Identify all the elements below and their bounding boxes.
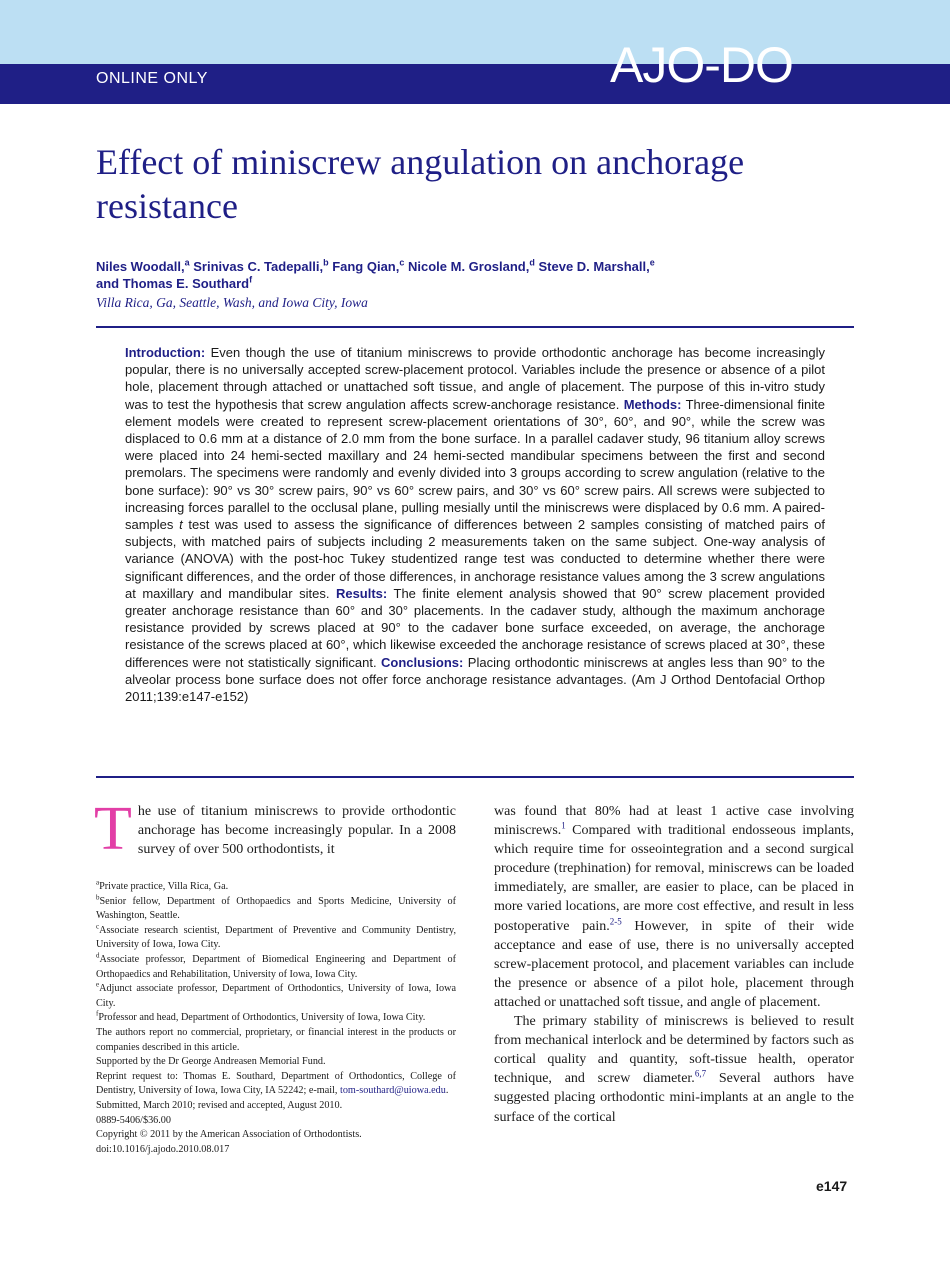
abstract-results-heading: Results: — [335, 585, 388, 601]
author: Niles Woodall, — [96, 259, 185, 274]
author-affiliation-mark: c — [399, 257, 405, 268]
author: Nicole M. Grosland, — [408, 259, 530, 274]
body-column-left — [94, 795, 456, 863]
author-list — [96, 259, 856, 292]
page-number: e147 — [816, 1178, 848, 1194]
footnote: $^e$Adjunct associate professor, Department of Orthodontics, University of Iowa, Iowa City. — [96, 980, 456, 1009]
footnote: $^f$Professor and head, Department of Orthodontics, University of Iowa, Iowa City. — [96, 1009, 426, 1024]
citation-link[interactable]: 2-5 — [609, 915, 622, 926]
footnote: $^d$Associate professor, Department of Biomedical Engineering and Department of Orthopaedics and Rehabilitation, University of Iowa, Iowa City. — [96, 951, 456, 980]
issn: 0889-5406/$36.00 — [96, 1114, 171, 1126]
citation-link[interactable]: 6,7 — [694, 1068, 707, 1079]
drop-cap: T — [94, 795, 132, 863]
affiliation-locations: Villa Rica, Ga, Seattle, Wash, and Iowa City, Iowa — [96, 295, 368, 310]
abstract-methods-continued: test was used to assess the significance of differences between 2 samples consisting of matched pairs of subjects, with matched pairs of subjects including 2 measurements taken on the same subject. One-way analysis of variance (ANOVA) with the post-hoc Tukey studentized range test was conducted to determine whether there were significant differences, and the order of those differences, in anchorage resistance values among the 3 screw angulations at maxillary and mandibular sites. — [125, 517, 825, 601]
header-top-band — [0, 0, 950, 64]
article-title: Effect of miniscrew angulation on anchorage resistance — [96, 142, 745, 226]
author: Fang Qian, — [332, 259, 400, 274]
footnote: $^b$Senior fellow, Department of Orthopaedics and Sports Medicine, University of Washington, Seattle. — [96, 893, 456, 922]
abstract-t-symbol: t — [179, 517, 183, 533]
footnotes — [96, 880, 456, 1157]
body-paragraph: The primary stability of miniscrews is believed to result from mechanical interlock and be determined by factors such as cortical quality and quantity, soft-tissue health, operator technique, and screw diameter.$^{6,7}$ Several authors have suggested placing orthodontic mini-implants at an angle to the surface of the cortical — [494, 1014, 855, 1125]
section-label: ONLINE ONLY — [96, 70, 208, 87]
author-affiliation-mark: a — [184, 257, 190, 268]
footnote: $^a$Private practice, Villa Rica, Ga. — [96, 878, 229, 892]
body-column-right — [494, 802, 854, 1127]
author: Srinivas C. Tadepalli, — [193, 259, 324, 274]
abstract-methods: Three-dimensional finite element models were created to represent screw-placement orientations of 30°, 60°, and 90°, while the screw was displaced to 0.6 mm at a distance of 2.0 mm from the bone surface. In a parallel cadaver study, 96 titanium alloy screws were placed into 24 hemi-sected maxillary and 24 hemi-sected mandibular specimens between the first and second premolars. The specimens were randomly and evenly divided into 3 groups according to screw angulation (relative to the bone surface): 90° vs 30° screw pairs, 90° vs 60° screw pairs, and 30° vs 60° screw pairs. All screws were subjected to increasing forces parallel to the occlusal plane, pulling mesially until the miniscrews were displaced by 0.6 mm. A paired-samples — [125, 396, 825, 533]
abstract-top-rule — [96, 326, 854, 328]
abstract-results: The finite element analysis showed that 90° screw placement provided greater anchorage resistance than 60° and 30° placements. In the cadaver study, although the maximum anchorage resistance provided by screws placed at 90° to the cadaver bone surface exceeded, on average, the anchorage resistance of the screws placed at 60°, which likewise exceeded the anchorage resistance of screws placed at 30°, these differences were not statistically significant. — [125, 585, 825, 670]
doi: doi:10.1016/j.ajodo.2010.08.017 — [96, 1143, 230, 1155]
body-paragraph: was found that 80% had at least 1 active case involving miniscrews.$^1$ Compared with traditional endosseous implants, which require time for osseointegration and a second surgical procedure (trephination) for removal, miniscrews can be loaded immediately, are smaller, are easier to place, can be placed in more varied locations, are more cost effective, and result in less postoperative pain.$^{2-5}$ However, in spite of their wide acceptance and ease of use, there is no universally accepted screw-placement protocol, and placement variables can include the presence or absence of a pilot hole, placement through attached or unattached soft tissue, and angle of placement. — [494, 804, 854, 1010]
reprint-email-link[interactable]: tom-southard@uiowa.edu — [339, 1085, 446, 1097]
author-affiliation-mark: d — [529, 257, 535, 268]
reprint-note: Reprint request to: Thomas E. Southard, Department of Orthodontics, College of Dentistry, University of Iowa, Iowa City, IA 52242; e-mail, tom-southard@uiowa.edu. — [96, 1070, 456, 1097]
disclosure-note: The authors report no commercial, proprietary, or financial interest in the products or companies described in this article. — [96, 1026, 456, 1053]
copyright-note: Copyright © 2011 by the American Association of Orthodontists. — [96, 1129, 362, 1141]
abstract-introduction-heading: Introduction: — [125, 345, 206, 360]
abstract-introduction: Even though the use of titanium miniscrews to provide orthodontic anchorage has become increasingly popular, there is no universally accepted screw-placement protocol. Variables include the presence or absence of a pilot hole, placement through attached or unattached soft tissue, and angle of placement. The purpose of this in-vitro study was to test the hypothesis that screw angulation affects screw-anchorage resistance. — [125, 345, 825, 412]
author-affiliation-mark: b — [323, 257, 329, 268]
abstract-conclusions: Placing orthodontic miniscrews at angles less than 90° to the alveolar process bone surface does not offer force anchorage resistance advantages. (Am J Orthod Dentofacial Orthop 2011;139:e147-e152) — [125, 654, 825, 705]
journal-logo: AJO-DO — [610, 37, 793, 93]
abstract — [125, 344, 825, 705]
funding-note: Supported by the Dr George Andreasen Memorial Fund. — [96, 1056, 326, 1068]
author: Steve D. Marshall, — [538, 259, 650, 274]
footnote: $^c$Associate research scientist, Department of Preventive and Community Dentistry, University of Iowa, Iowa City. — [96, 922, 456, 951]
abstract-methods-heading: Methods: — [623, 396, 682, 412]
abstract-conclusions-heading: Conclusions: — [381, 654, 464, 670]
abstract-bottom-rule — [96, 776, 854, 778]
author-affiliation-mark: e — [649, 257, 655, 268]
citation-link[interactable]: 1 — [561, 820, 566, 831]
body-intro-paragraph: he use of titanium miniscrews to provide orthodontic anchorage has become increasingly popular. In a 2008 survey of over 500 orthodontists, it — [137, 804, 456, 857]
author-affiliation-mark: f — [249, 274, 253, 285]
submission-dates: Submitted, March 2010; revised and accepted, August 2010. — [96, 1099, 343, 1111]
author: and Thomas E. Southard — [96, 275, 250, 291]
